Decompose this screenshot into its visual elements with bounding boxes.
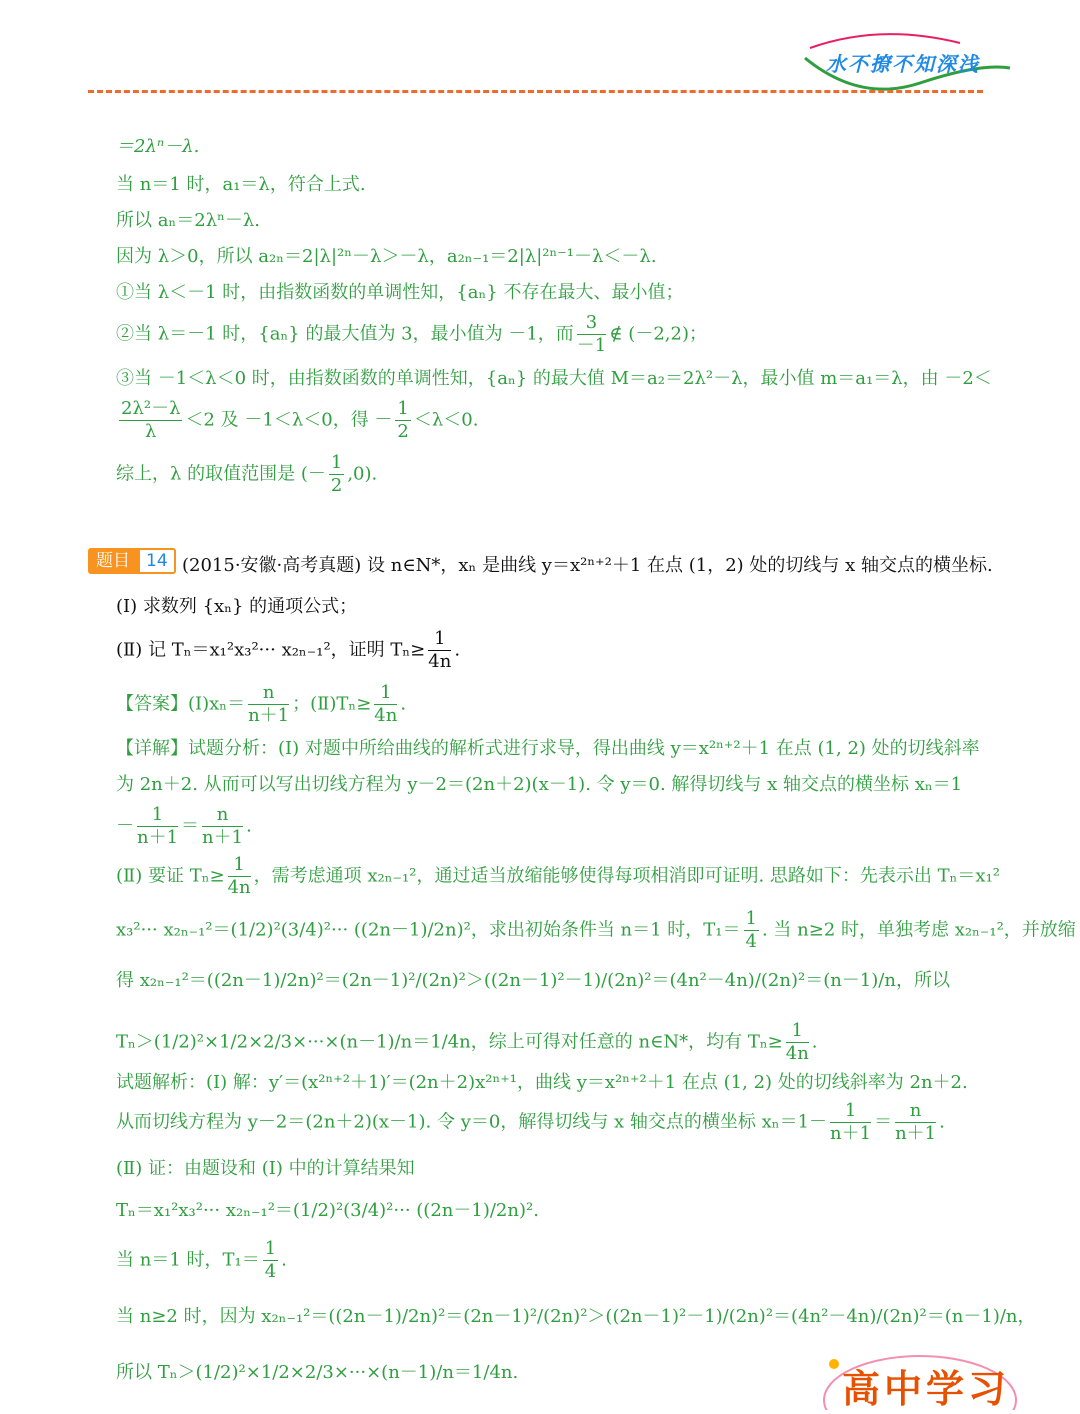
detail-line-5 — [116, 908, 1076, 953]
detail-line-3-tail: . — [246, 815, 252, 837]
fraction — [137, 804, 178, 849]
fraction-den: λ — [145, 421, 157, 442]
solution-line-5-tail: . — [281, 1249, 287, 1271]
detail-line-6: 得 x₂ₙ₋₁²＝((2n－1)/2n)²＝(2n－1)²/(2n)²＞((2n－1)²－1)/(2n)²＝(4n²－4n)/(2n)²＝(n－1)/n，所以 — [116, 970, 950, 991]
answer-tail: . — [400, 693, 407, 715]
fraction-num: 1 — [397, 398, 409, 419]
problem-tag-label: 题目 — [88, 548, 138, 574]
fraction-den: －1 — [576, 335, 607, 356]
fraction-den: 2 — [330, 475, 343, 496]
fraction — [577, 312, 606, 357]
corner-badge — [820, 1350, 1020, 1410]
fraction-den: 2 — [397, 421, 409, 442]
problem-q2-tail: . — [454, 639, 461, 661]
prev-line-8-tail: ＜λ＜0. — [413, 409, 479, 431]
answer-text: 【答案】(Ⅰ)xₙ＝ — [116, 693, 246, 715]
fraction — [263, 1238, 278, 1283]
fraction — [395, 398, 410, 443]
prev-line-4: 因为 λ＞0，所以 a₂ₙ＝2|λ|²ⁿ－λ＞－λ，a₂ₙ₋₁＝2|λ|²ⁿ⁻¹－λ＜－λ. — [116, 246, 657, 267]
prev-line-5: ①当 λ＜－1 时，由指数函数的单调性知，{aₙ} 不存在最大、最小值； — [116, 282, 684, 303]
detail-line-4-text: (Ⅱ) 要证 Tₙ≥ — [116, 865, 225, 887]
fraction-den: 4n — [785, 1043, 809, 1064]
fraction-num: 1 — [330, 452, 343, 473]
solution-line-7: 所以 Tₙ＞(1/2)²×1/2×2/3×···×(n－1)/n＝1/4n. — [116, 1362, 519, 1383]
fraction — [744, 908, 759, 953]
fraction-den: n＋1 — [248, 705, 290, 726]
fraction-den: 4n — [227, 877, 251, 898]
fraction-den: n＋1 — [830, 1123, 872, 1144]
solution-line-1: 试题解析：(Ⅰ) 解：y′＝(x²ⁿ⁺²＋1)′＝(2n＋2)x²ⁿ⁺¹，曲线 y＝x²ⁿ⁺²＋1 在点 (1, 2) 处的切线斜率为 2n＋2. — [116, 1072, 968, 1093]
prev-line-8 — [116, 398, 478, 443]
problem-q2-text: (Ⅱ) 记 Tₙ＝x₁²x₃²··· x₂ₙ₋₁²，证明 Tₙ≥ — [116, 639, 426, 661]
fraction-num: 3 — [577, 312, 606, 335]
prev-line-2: 当 n＝1 时，a₁＝λ，符合上式. — [116, 174, 366, 195]
fraction-num: 1 — [786, 1020, 809, 1043]
solution-line-2-tail: . — [939, 1111, 945, 1133]
prev-line-9 — [116, 452, 377, 497]
problem-tag — [88, 548, 176, 574]
fraction-num: 1 — [374, 682, 397, 705]
fraction — [329, 452, 344, 497]
fraction-den: 4n — [428, 651, 452, 672]
fraction — [428, 628, 451, 673]
fraction-den: n＋1 — [137, 827, 179, 848]
detail-line-7-tail: . — [811, 1031, 818, 1053]
header-divider — [88, 90, 983, 93]
problem-tag-number: 14 — [138, 548, 176, 574]
problem-q1: (Ⅰ) 求数列 {xₙ} 的通项公式； — [116, 596, 358, 617]
badge-text: 高中学习 — [842, 1367, 1011, 1411]
fraction-num: n — [202, 804, 243, 827]
fraction — [248, 682, 289, 727]
fraction — [374, 682, 397, 727]
detail-line-3-eq: ＝ — [181, 815, 200, 837]
problem-stem: (2015·安徽·高考真题) 设 n∈N*，xₙ 是曲线 y＝x²ⁿ⁺²＋1 在点 (1，2) 处的切线与 x 轴交点的横坐标. — [182, 555, 993, 576]
detail-line-2: 为 2n＋2. 从而可以写出切线方程为 y－2＝(2n＋2)(x－1). 令 y＝0. 解得切线与 x 轴交点的横坐标 xₙ＝1 — [116, 774, 963, 795]
solution-line-5-text: 当 n＝1 时，T₁＝ — [116, 1249, 260, 1271]
fraction-den: 4 — [264, 1261, 277, 1282]
detail-line-4 — [116, 854, 1000, 899]
fraction-num: 2λ²－λ — [121, 398, 181, 419]
prev-line-7: ③当 －1＜λ＜0 时，由指数函数的单调性知，{aₙ} 的最大值 M＝a₂＝2λ²－λ，最小值 m＝a₁＝λ，由 －2＜ — [116, 368, 992, 389]
fraction — [786, 1020, 809, 1065]
fraction-num: n — [895, 1100, 936, 1123]
detail-line-7-text: Tₙ＞(1/2)²×1/2×2/3×···×(n－1)/n＝1/4n，综上可得对任意的 n∈N*，均有 Tₙ≥ — [116, 1031, 783, 1053]
fraction-den: n＋1 — [202, 827, 244, 848]
fraction-num: 1 — [264, 1238, 277, 1259]
detail-line-3 — [116, 804, 252, 849]
header-logo — [800, 28, 1020, 98]
fraction — [228, 854, 251, 899]
detail-line-1: 【详解】试题分析：(Ⅰ) 对题中所给曲线的解析式进行求导，得出曲线 y＝x²ⁿ⁺²＋1 在点 (1, 2) 处的切线斜率 — [116, 738, 980, 759]
answer-text-2: ；(Ⅱ)Tₙ≥ — [292, 693, 372, 715]
detail-line-7 — [116, 1020, 818, 1065]
problem-q2 — [116, 628, 460, 673]
prev-line-9-text: 综上，λ 的取值范围是 (－ — [116, 463, 326, 485]
solution-line-3: (Ⅱ) 证：由题设和 (Ⅰ) 中的计算结果知 — [116, 1158, 415, 1179]
prev-line-6-text: ②当 λ＝－1 时，{aₙ} 的最大值为 3，最小值为 －1，而 — [116, 323, 574, 345]
detail-line-4-tail: ，需考虑通项 x₂ₙ₋₁²，通过适当放缩能够使得每项相消即可证明. 思路如下：先表示出 Tₙ＝x₁² — [253, 865, 1001, 887]
detail-line-5-text: x₃²··· x₂ₙ₋₁²＝(1/2)²(3/4)²··· ((2n－1)/2n)²，求出初始条件当 n＝1 时，T₁＝ — [116, 919, 741, 941]
solution-line-6: 当 n≥2 时，因为 x₂ₙ₋₁²＝((2n－1)/2n)²＝(2n－1)²/(2n)²＞((2n－1)²－1)/(2n)²＝(4n²－4n)/(2n)²＝(n－1)/n， — [116, 1306, 1036, 1327]
fraction-num: 1 — [830, 1100, 871, 1123]
fraction — [895, 1100, 936, 1145]
fraction-num: 1 — [428, 628, 451, 651]
fraction-den: 4 — [745, 931, 757, 952]
fraction-num: 1 — [228, 854, 251, 877]
fraction — [202, 804, 243, 849]
fraction-num: 1 — [745, 908, 757, 929]
fraction-den: n＋1 — [895, 1123, 937, 1144]
logo-text: 水不撩不知深浅 — [826, 52, 980, 76]
fraction-num: n — [248, 682, 289, 705]
prev-line-6 — [116, 312, 707, 357]
solution-line-2-eq: ＝ — [874, 1111, 893, 1133]
prev-line-8-text: ＜2 及 －1＜λ＜0，得 － — [185, 409, 393, 431]
solution-line-5 — [116, 1238, 287, 1283]
fraction — [830, 1100, 871, 1145]
answer-line — [116, 682, 406, 727]
solution-line-4: Tₙ＝x₁²x₃²··· x₂ₙ₋₁²＝(1/2)²(3/4)²··· ((2n－1)/2n)². — [116, 1200, 539, 1221]
prev-line-6-tail: ∉ (－2,2)； — [609, 323, 707, 345]
prev-line-9-tail: ,0). — [347, 463, 378, 485]
solution-line-2-text: 从而切线方程为 y－2＝(2n＋2)(x－1). 令 y＝0，解得切线与 x 轴交点的横坐标 xₙ＝1－ — [116, 1111, 828, 1133]
fraction-num: 1 — [137, 804, 178, 827]
detail-line-3-text: － — [116, 815, 134, 837]
prev-line-3: 所以 aₙ＝2λⁿ－λ. — [116, 210, 261, 231]
detail-line-5-tail: . 当 n≥2 时，单独考虑 x₂ₙ₋₁²，并放缩 — [761, 919, 1076, 941]
fraction — [119, 398, 182, 443]
fraction-den: 4n — [374, 705, 398, 726]
prev-line-1: ＝2λⁿ－λ. — [116, 136, 200, 157]
solution-line-2 — [116, 1100, 945, 1145]
